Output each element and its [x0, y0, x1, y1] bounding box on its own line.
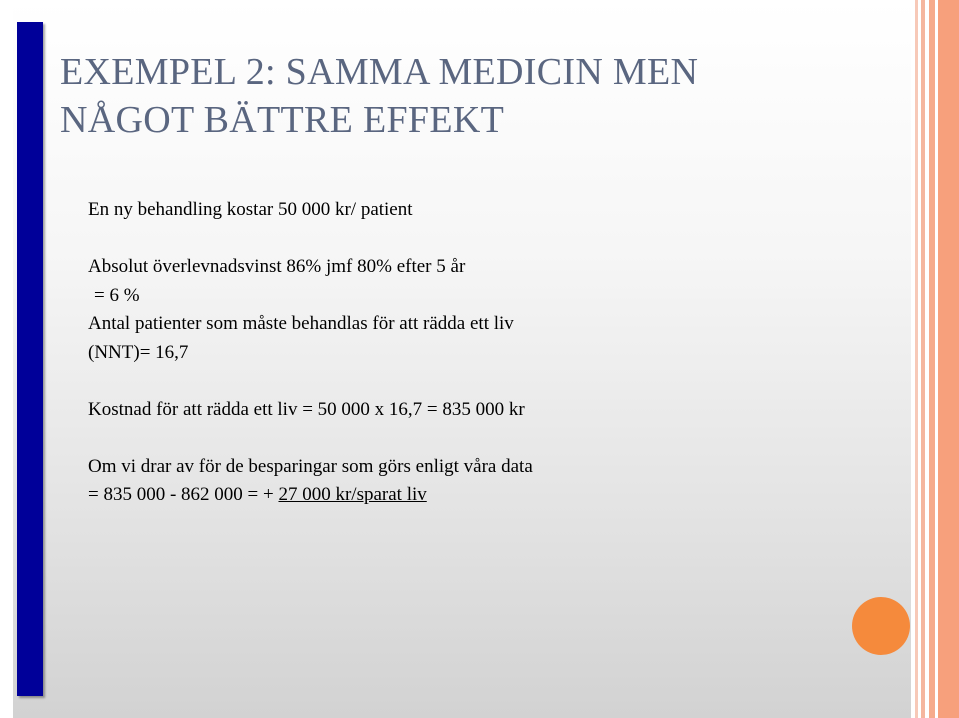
- spacer: [88, 424, 868, 453]
- savings-prefix: = 835 000 - 862 000 = +: [88, 484, 279, 505]
- slide-body: [88, 196, 868, 510]
- left-edge: [0, 0, 13, 718]
- left-accent-bar: [17, 22, 43, 696]
- spacer: [88, 225, 868, 254]
- survival-line: Absolut överlevnadsvinst 86% jmf 80% efter 5 år: [88, 256, 466, 277]
- nnt-line-1: Antal patienter som måste behandlas för att rädda ett liv: [88, 313, 514, 334]
- cost-per-life-line: Kostnad för att rädda ett liv = 50 000 x 16,7 = 835 000 kr: [88, 398, 525, 420]
- slide-title: [60, 48, 880, 144]
- slide-title-line-2: NÅGOT BÄTTRE EFFEKT: [60, 99, 505, 141]
- survival-result: = 6 %: [94, 284, 140, 306]
- nnt-line-2: (NNT)= 16,7: [88, 341, 189, 363]
- spacer: [88, 367, 868, 396]
- orange-circle-decoration: [852, 597, 910, 655]
- savings-result: 27 000 kr/sparat liv: [278, 484, 427, 505]
- savings-line-1: Om vi drar av för de besparingar som görs enligt våra data: [88, 455, 533, 477]
- slide-title-line-1: EXEMPEL 2: SAMMA MEDICIN MEN: [60, 51, 699, 93]
- cost-line: En ny behandling kostar 50 000 kr/ patient: [88, 199, 413, 220]
- right-decorative-stripes: [911, 0, 959, 718]
- savings-line-2: [88, 481, 868, 510]
